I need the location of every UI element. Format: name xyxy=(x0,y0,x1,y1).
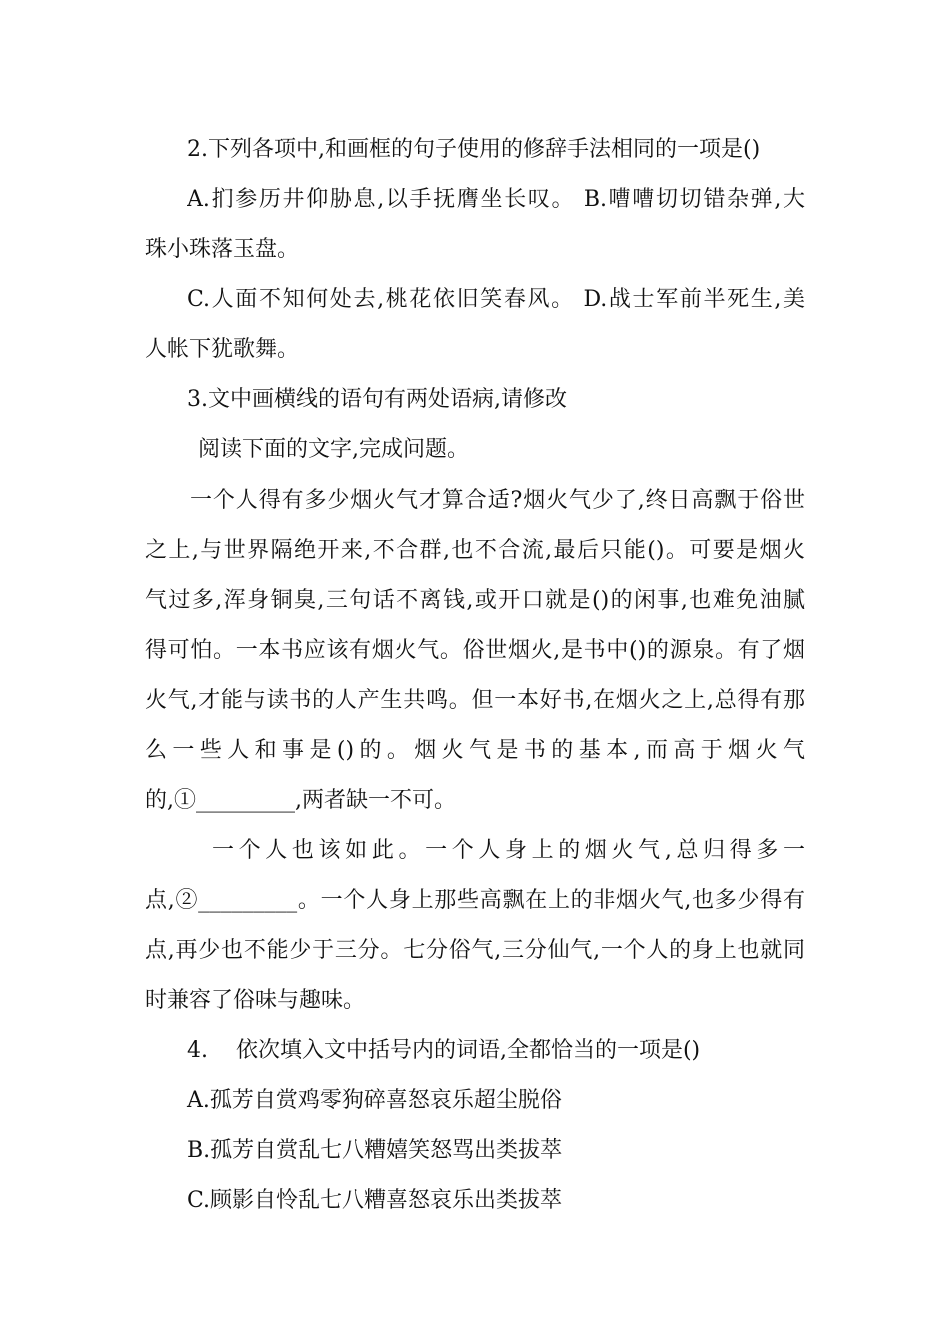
paragraph-1-line-4: 得可怕。一本书应该有烟火气。俗世烟火,是书中()的源泉。有了烟 xyxy=(145,638,805,663)
paragraph-1-line-5: 火气,才能与读书的人产生共鸣。但一本好书,在烟火之上,总得有那 xyxy=(145,688,805,713)
question-2-options-ab-continued: 珠小珠落玉盘。 xyxy=(145,237,300,262)
paragraph-1-line-2: 之上,与世界隔绝开来,不合群,也不合流,最后只能()。可要是烟火 xyxy=(145,538,805,563)
paragraph-2-line-2: 点,②_________。一个人身上那些高飘在上的非烟火气,也多少得有 xyxy=(145,888,805,913)
question-4-option-b: B.孤芳自赏乱七八糟嬉笑怒骂出类拔萃 xyxy=(187,1138,563,1163)
question-4-option-a: A.孤芳自赏鸡零狗碎喜怒哀乐超尘脱俗 xyxy=(187,1088,562,1113)
paragraph-2-line-4: 时兼容了俗味与趣味。 xyxy=(145,988,366,1013)
question-2-options-cd-continued: 人帐下犹歌舞。 xyxy=(145,337,300,362)
question-3-stem: 3.文中画横线的语句有两处语病,请修改 xyxy=(187,387,567,412)
question-4-stem: 4. 依次填入文中括号内的词语,全都恰当的一项是() xyxy=(187,1038,701,1063)
reading-intro: 阅读下面的文字,完成问题。 xyxy=(198,437,469,462)
paragraph-2-line-1: 一个人也该如此。一个人身上的烟火气,总归得多一 xyxy=(212,838,805,863)
paragraph-1-line-7: 的,①_________,两者缺一不可。 xyxy=(145,788,456,813)
question-2-stem: 2.下列各项中,和画框的句子使用的修辞手法相同的一项是() xyxy=(187,137,761,162)
paragraph-1-line-3: 气过多,浑身铜臭,三句话不离钱,或开口就是()的闲事,也难免油腻 xyxy=(145,588,805,613)
paragraph-2-line-3: 点,再少也不能少于三分。七分俗气,三分仙气,一个人的身上也就同 xyxy=(145,938,805,963)
paragraph-1-line-6: 么一些人和事是()的。烟火气是书的基本,而高于烟火气 xyxy=(145,738,805,763)
question-2-options-cd: C.人面不知何处去,桃花依旧笑春风。 D.战士军前半死生,美 xyxy=(187,287,805,312)
paragraph-1-line-1: 一个人得有多少烟火气才算合适?烟火气少了,终日高飘于俗世 xyxy=(190,488,805,513)
question-2-options-ab: A.扪参历井仰胁息,以手抚膺坐长叹。 B.嘈嘈切切错杂弹,大 xyxy=(187,187,805,212)
question-4-option-c: C.顾影自怜乱七八糟喜怒哀乐出类拔萃 xyxy=(187,1188,563,1213)
